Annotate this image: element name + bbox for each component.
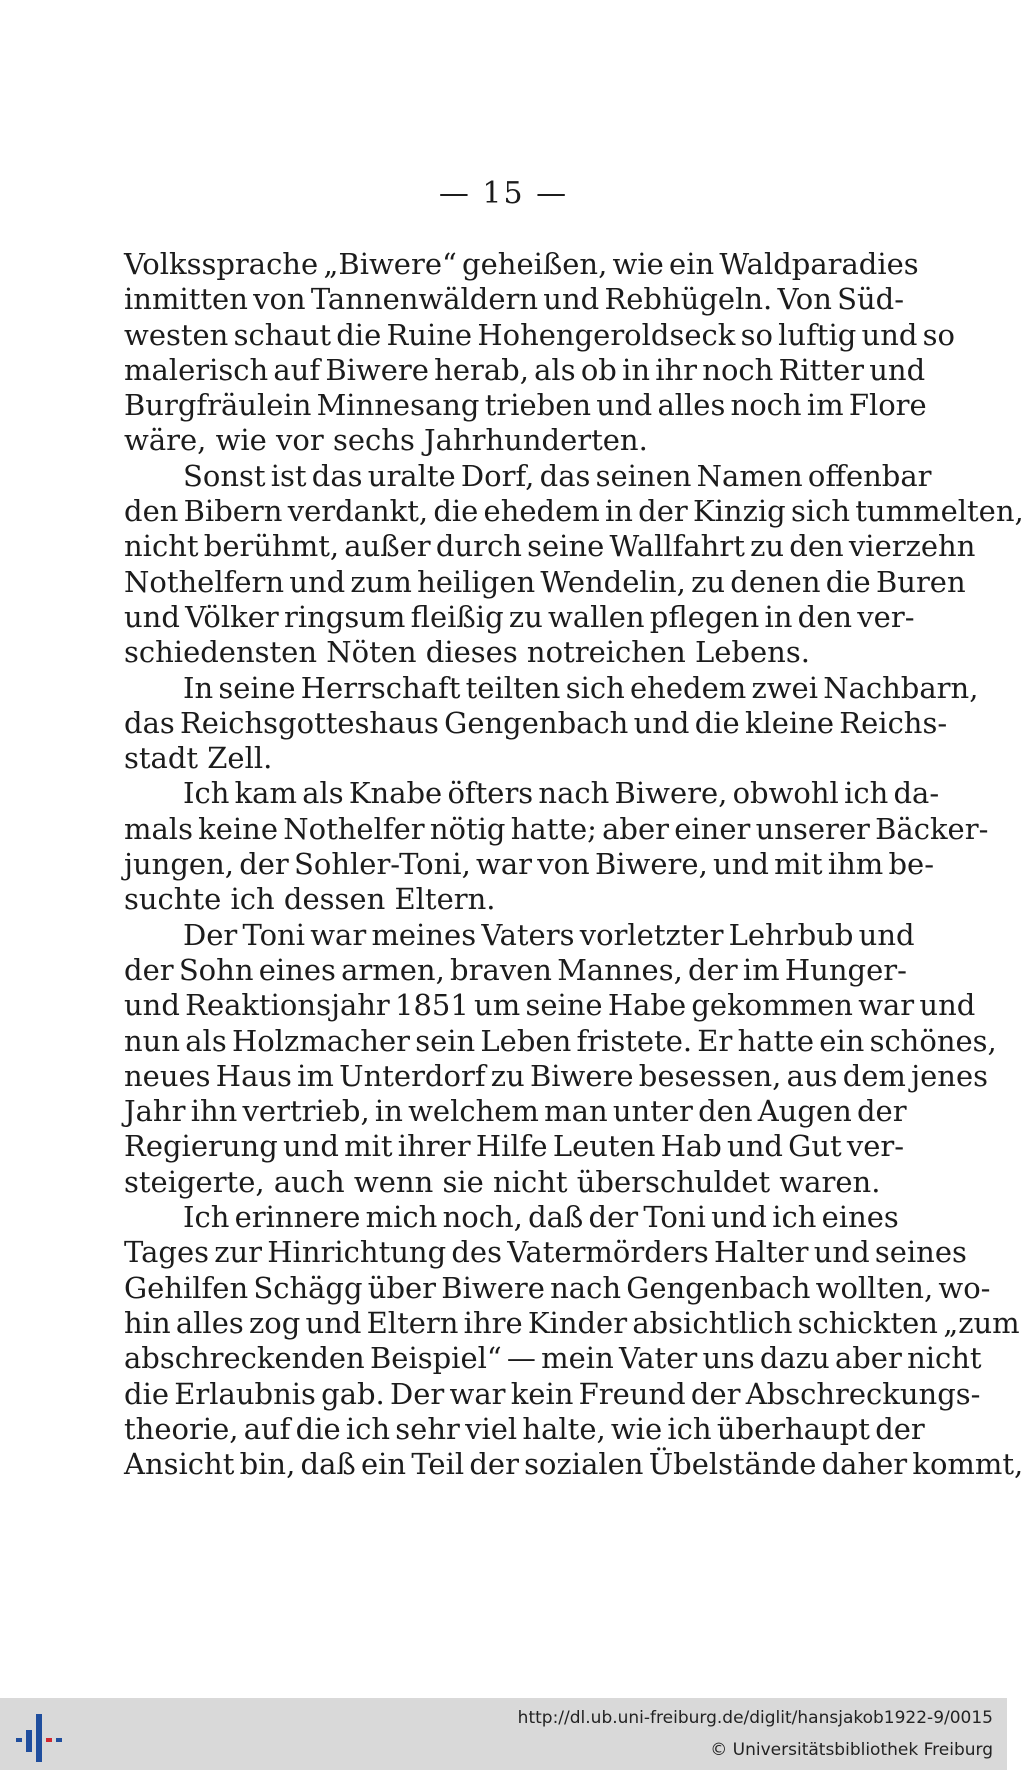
- text-line: nun als Holzmacher sein Leben fristete. Er hatte ein schönes,: [124, 1023, 997, 1058]
- page-number: — 15 —: [438, 176, 569, 211]
- text-line: Tages zur Hinrichtung des Vatermörders Halter und seines: [124, 1235, 967, 1270]
- body-text: [124, 247, 1024, 1482]
- permalink-link[interactable]: http://dl.ub.uni-freiburg.de/diglit/hansjakob1922-9/0015: [517, 1708, 993, 1728]
- text-line: Burgfräulein Minnesang trieben und alles noch im Flore: [124, 388, 927, 423]
- text-line: In seine Herrschaft teilten sich ehedem zwei Nachbarn,: [183, 670, 979, 705]
- text-line: das Reichsgotteshaus Gengenbach und die kleine Reichs-: [124, 705, 948, 740]
- text-line: die Erlaubnis gab. Der war kein Freund der Abschreckungs-: [124, 1376, 981, 1411]
- text-line: westen schaut die Ruine Hohengeroldseck so luftig und so: [124, 317, 956, 352]
- text-line: Volkssprache „Biwere“ geheißen, wie ein Waldparadies: [124, 247, 919, 281]
- text-line: schiedensten Nöten dieses notreichen Lebens.: [124, 635, 810, 670]
- text-line: und Reaktionsjahr 1851 um seine Habe gekommen war und: [124, 988, 976, 1023]
- text-line: Ich erinnere mich noch, daß der Toni und ich eines: [183, 1200, 899, 1235]
- text-line: inmitten von Tannenwäldern und Rebhügeln. Von Süd-: [124, 282, 905, 317]
- text-line: wäre, wie vor sechs Jahrhunderten.: [124, 423, 648, 458]
- text-line: Regierung und mit ihrer Hilfe Leuten Hab und Gut ver-: [124, 1129, 905, 1164]
- text-line: stadt Zell.: [124, 741, 273, 776]
- text-line: suchte ich dessen Eltern.: [124, 882, 496, 917]
- text-line: Nothelfern und zum heiligen Wendelin, zu denen die Buren: [124, 564, 966, 599]
- text-line: Sonst ist das uralte Dorf, das seinen Namen offenbar: [183, 458, 932, 493]
- text-line: hin alles zog und Eltern ihre Kinder absichtlich schickten „zum: [124, 1305, 1020, 1340]
- text-line: steigerte, auch wenn sie nicht überschuldet waren.: [124, 1164, 881, 1199]
- text-line: abschreckenden Beispiel“ — mein Vater uns dazu aber nicht: [124, 1341, 982, 1376]
- text-line: neues Haus im Unterdorf zu Biwere besessen, aus dem jenes: [124, 1058, 989, 1093]
- text-line: den Bibern verdankt, die ehedem in der Kinzig sich tummelten,: [124, 494, 1024, 529]
- text-line: theorie, auf die ich sehr viel halte, wie ich überhaupt der: [124, 1411, 925, 1446]
- text-line: jungen, der Sohler-Toni, war von Biwere, und mit ihm be-: [124, 847, 935, 882]
- text-line: Der Toni war meines Vaters vorletzter Lehrbub und: [183, 917, 915, 952]
- text-line: mals keine Nothelfer nötig hatte; aber einer unserer Bäcker-: [124, 811, 989, 846]
- viewer-footer-bar: [0, 1698, 1007, 1770]
- text-line: Ansicht bin, daß ein Teil der sozialen Übelstände daher kommt,: [124, 1447, 1024, 1482]
- text-line: nicht berühmt, außer durch seine Wallfahrt zu den vierzehn: [124, 529, 976, 564]
- text-line: Ich kam als Knabe öfters nach Biwere, obwohl ich da-: [183, 776, 940, 811]
- text-line: malerisch auf Biwere herab, als ob in ihr noch Ritter und: [124, 352, 926, 387]
- text-line: der Sohn eines armen, braven Mannes, der im Hunger-: [124, 952, 907, 987]
- text-line: und Völker ringsum fleißig zu wallen pflegen in den ver-: [124, 599, 915, 634]
- copyright-notice: © Universitätsbibliothek Freiburg: [710, 1740, 993, 1760]
- text-line: Gehilfen Schägg über Biwere nach Gengenbach wollten, wo-: [124, 1270, 991, 1305]
- text-line: Jahr ihn vertrieb, in welchem man unter den Augen der: [124, 1094, 907, 1129]
- ub-freiburg-logo-icon: [14, 1712, 64, 1764]
